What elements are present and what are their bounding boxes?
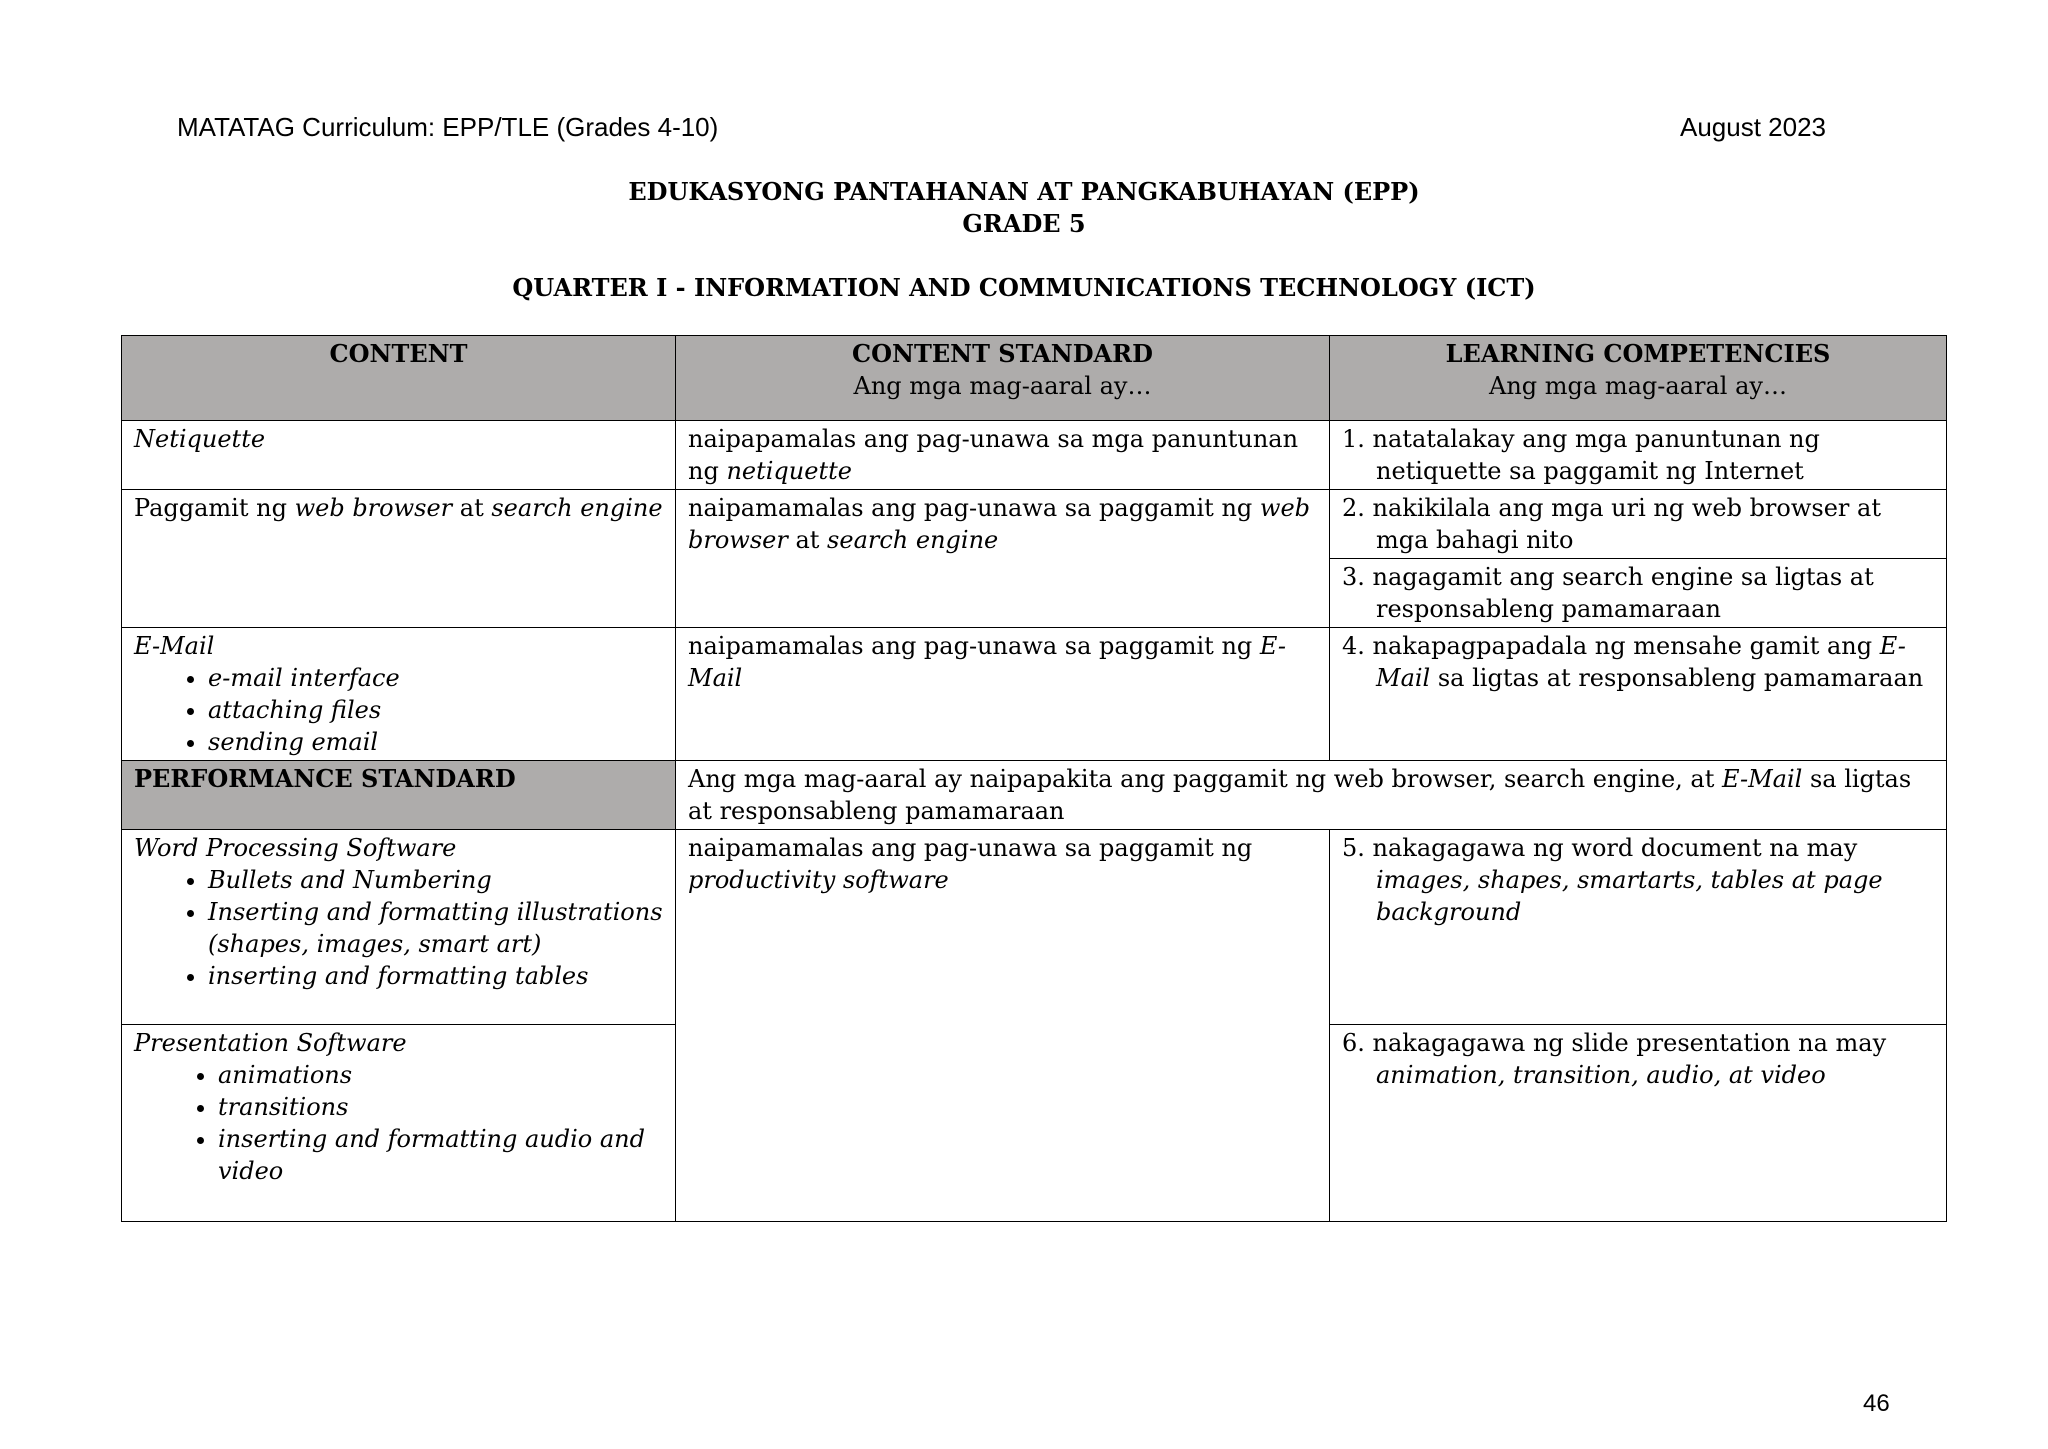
competency-1: 1. natatalakay ang mga panuntunan ng netiquette sa paggamit ng Internet — [1342, 425, 1820, 485]
content-italic: search engine — [491, 494, 663, 522]
header-content — [122, 336, 676, 421]
content-italic: web browser — [294, 494, 453, 522]
content-cell — [122, 628, 676, 761]
competency-text: 6. nakagagawa ng slide presentation na may — [1342, 1029, 1887, 1057]
competency-text: 4. nakapagpapadala ng mensahe gamit ang — [1342, 632, 1880, 660]
header-competencies-sub: Ang mga mag-aaral ay… — [1489, 372, 1787, 400]
table-header-row — [122, 336, 1947, 421]
header-standard-sub: Ang mga mag-aaral ay… — [853, 372, 1152, 400]
competency-italic: E-Mail — [1376, 632, 1906, 692]
performance-italic: E-Mail — [1722, 765, 1803, 793]
content-word-title: Word Processing Software — [134, 834, 457, 862]
bullet-text: Inserting and formatting illustrations (shapes, images, smart art) — [208, 898, 663, 958]
table-row — [122, 421, 1947, 490]
page-number: 46 — [1863, 1390, 1890, 1417]
standard-text: naipamamalas ang pag-unawa sa paggamit ng — [688, 632, 1260, 660]
grade-title: GRADE 5 — [962, 209, 1086, 238]
subject-title: EDUKASYONG PANTAHANAN AT PANGKABUHAYAN (EPP) — [628, 177, 1420, 206]
header-standard-label: CONTENT STANDARD — [852, 339, 1153, 368]
table-row — [122, 830, 1947, 1025]
standard-italic: netiquette — [726, 457, 852, 485]
list-item — [208, 864, 663, 896]
bullet-text: inserting and formatting audio and video — [218, 1125, 645, 1185]
competency-cell — [1330, 628, 1947, 761]
standard-text: naipamamalas ang pag-unawa sa paggamit ng — [688, 834, 1253, 862]
content-cell — [122, 421, 676, 490]
content-text: at — [452, 494, 492, 522]
standard-cell — [676, 490, 1330, 628]
performance-standard-row — [122, 761, 1947, 830]
list-item — [218, 1123, 663, 1187]
list-item — [218, 1059, 663, 1091]
standard-italic: E-Mail — [688, 632, 1286, 692]
competency-text: sa ligtas at responsableng pamamaraan — [1430, 664, 1924, 692]
list-item — [218, 1091, 663, 1123]
list-item — [208, 662, 663, 694]
presentation-bullet-list — [134, 1059, 663, 1187]
competency-italic: images, shapes, smartarts, tables at page background — [1376, 866, 1883, 926]
standard-text: naipamamalas ang pag-unawa sa paggamit ng — [688, 494, 1260, 522]
performance-text: sa ligtas at responsableng pamamaraan — [688, 765, 1912, 825]
content-cell — [122, 1025, 676, 1222]
standard-italic: productivity software — [688, 866, 949, 894]
competency-cell — [1330, 490, 1947, 559]
bullet-text: attaching files — [208, 696, 382, 724]
content-text: Paggamit ng — [134, 494, 295, 522]
bullet-text: transitions — [218, 1093, 349, 1121]
content-netiquette: Netiquette — [134, 425, 266, 453]
competency-2: 2. nakikilala ang mga uri ng web browser at mga bahagi nito — [1342, 494, 1881, 554]
table-row — [122, 490, 1947, 559]
performance-text: Ang mga mag-aaral ay naipapakita ang paggamit ng web browser, search engine, at — [688, 765, 1722, 793]
list-item — [208, 896, 663, 960]
competency-4 — [1342, 630, 1934, 694]
competency-cell — [1330, 559, 1947, 628]
competency-text: 5. nakagagawa ng word document na may — [1342, 834, 1858, 862]
bullet-text: animations — [218, 1061, 353, 1089]
table-row — [122, 628, 1947, 761]
list-item — [208, 726, 663, 758]
header-learning-competencies — [1330, 336, 1947, 421]
competency-cell — [1330, 421, 1947, 490]
word-bullet-list — [134, 864, 663, 992]
standard-italic: web browser — [688, 494, 1311, 554]
header-content-label: CONTENT — [329, 339, 468, 368]
standard-cell — [676, 628, 1330, 761]
list-item — [208, 960, 663, 992]
document-header-title: MATATAG Curriculum: EPP/TLE (Grades 4-10) — [177, 112, 719, 142]
competency-5 — [1342, 832, 1934, 928]
content-cell — [122, 830, 676, 1025]
standard-cell — [676, 830, 1330, 1222]
document-header-date: August 2023 — [1680, 112, 1827, 142]
competency-3: 3. nagagamit ang search engine sa ligtas at responsableng pamamaraan — [1342, 563, 1874, 623]
curriculum-table — [121, 335, 1947, 1222]
competency-italic: animation, transition, audio, at video — [1376, 1061, 1826, 1089]
standard-cell — [676, 421, 1330, 490]
performance-standard-label: PERFORMANCE STANDARD — [122, 761, 676, 830]
quarter-title: QUARTER I - INFORMATION AND COMMUNICATIONS TECHNOLOGY (ICT) — [512, 273, 1536, 302]
bullet-text: inserting and formatting tables — [208, 962, 589, 990]
performance-standard-text — [676, 761, 1947, 830]
competency-cell — [1330, 830, 1947, 1025]
content-presentation-title: Presentation Software — [134, 1029, 407, 1057]
content-cell — [122, 490, 676, 628]
content-email-title: E-Mail — [134, 632, 215, 660]
competency-cell — [1330, 1025, 1947, 1222]
competency-6 — [1342, 1027, 1934, 1091]
header-content-standard — [676, 336, 1330, 421]
bullet-text: Bullets and Numbering — [208, 866, 492, 894]
standard-text: naipapamalas ang pag-unawa sa mga panuntunan ng — [688, 425, 1299, 485]
email-bullet-list — [134, 662, 663, 758]
bullet-text: e-mail interface — [208, 664, 400, 692]
header-competencies-label: LEARNING COMPETENCIES — [1445, 339, 1831, 368]
list-item — [208, 694, 663, 726]
standard-italic: search engine — [827, 526, 999, 554]
bullet-text: sending email — [208, 728, 379, 756]
standard-text: at — [787, 526, 828, 554]
